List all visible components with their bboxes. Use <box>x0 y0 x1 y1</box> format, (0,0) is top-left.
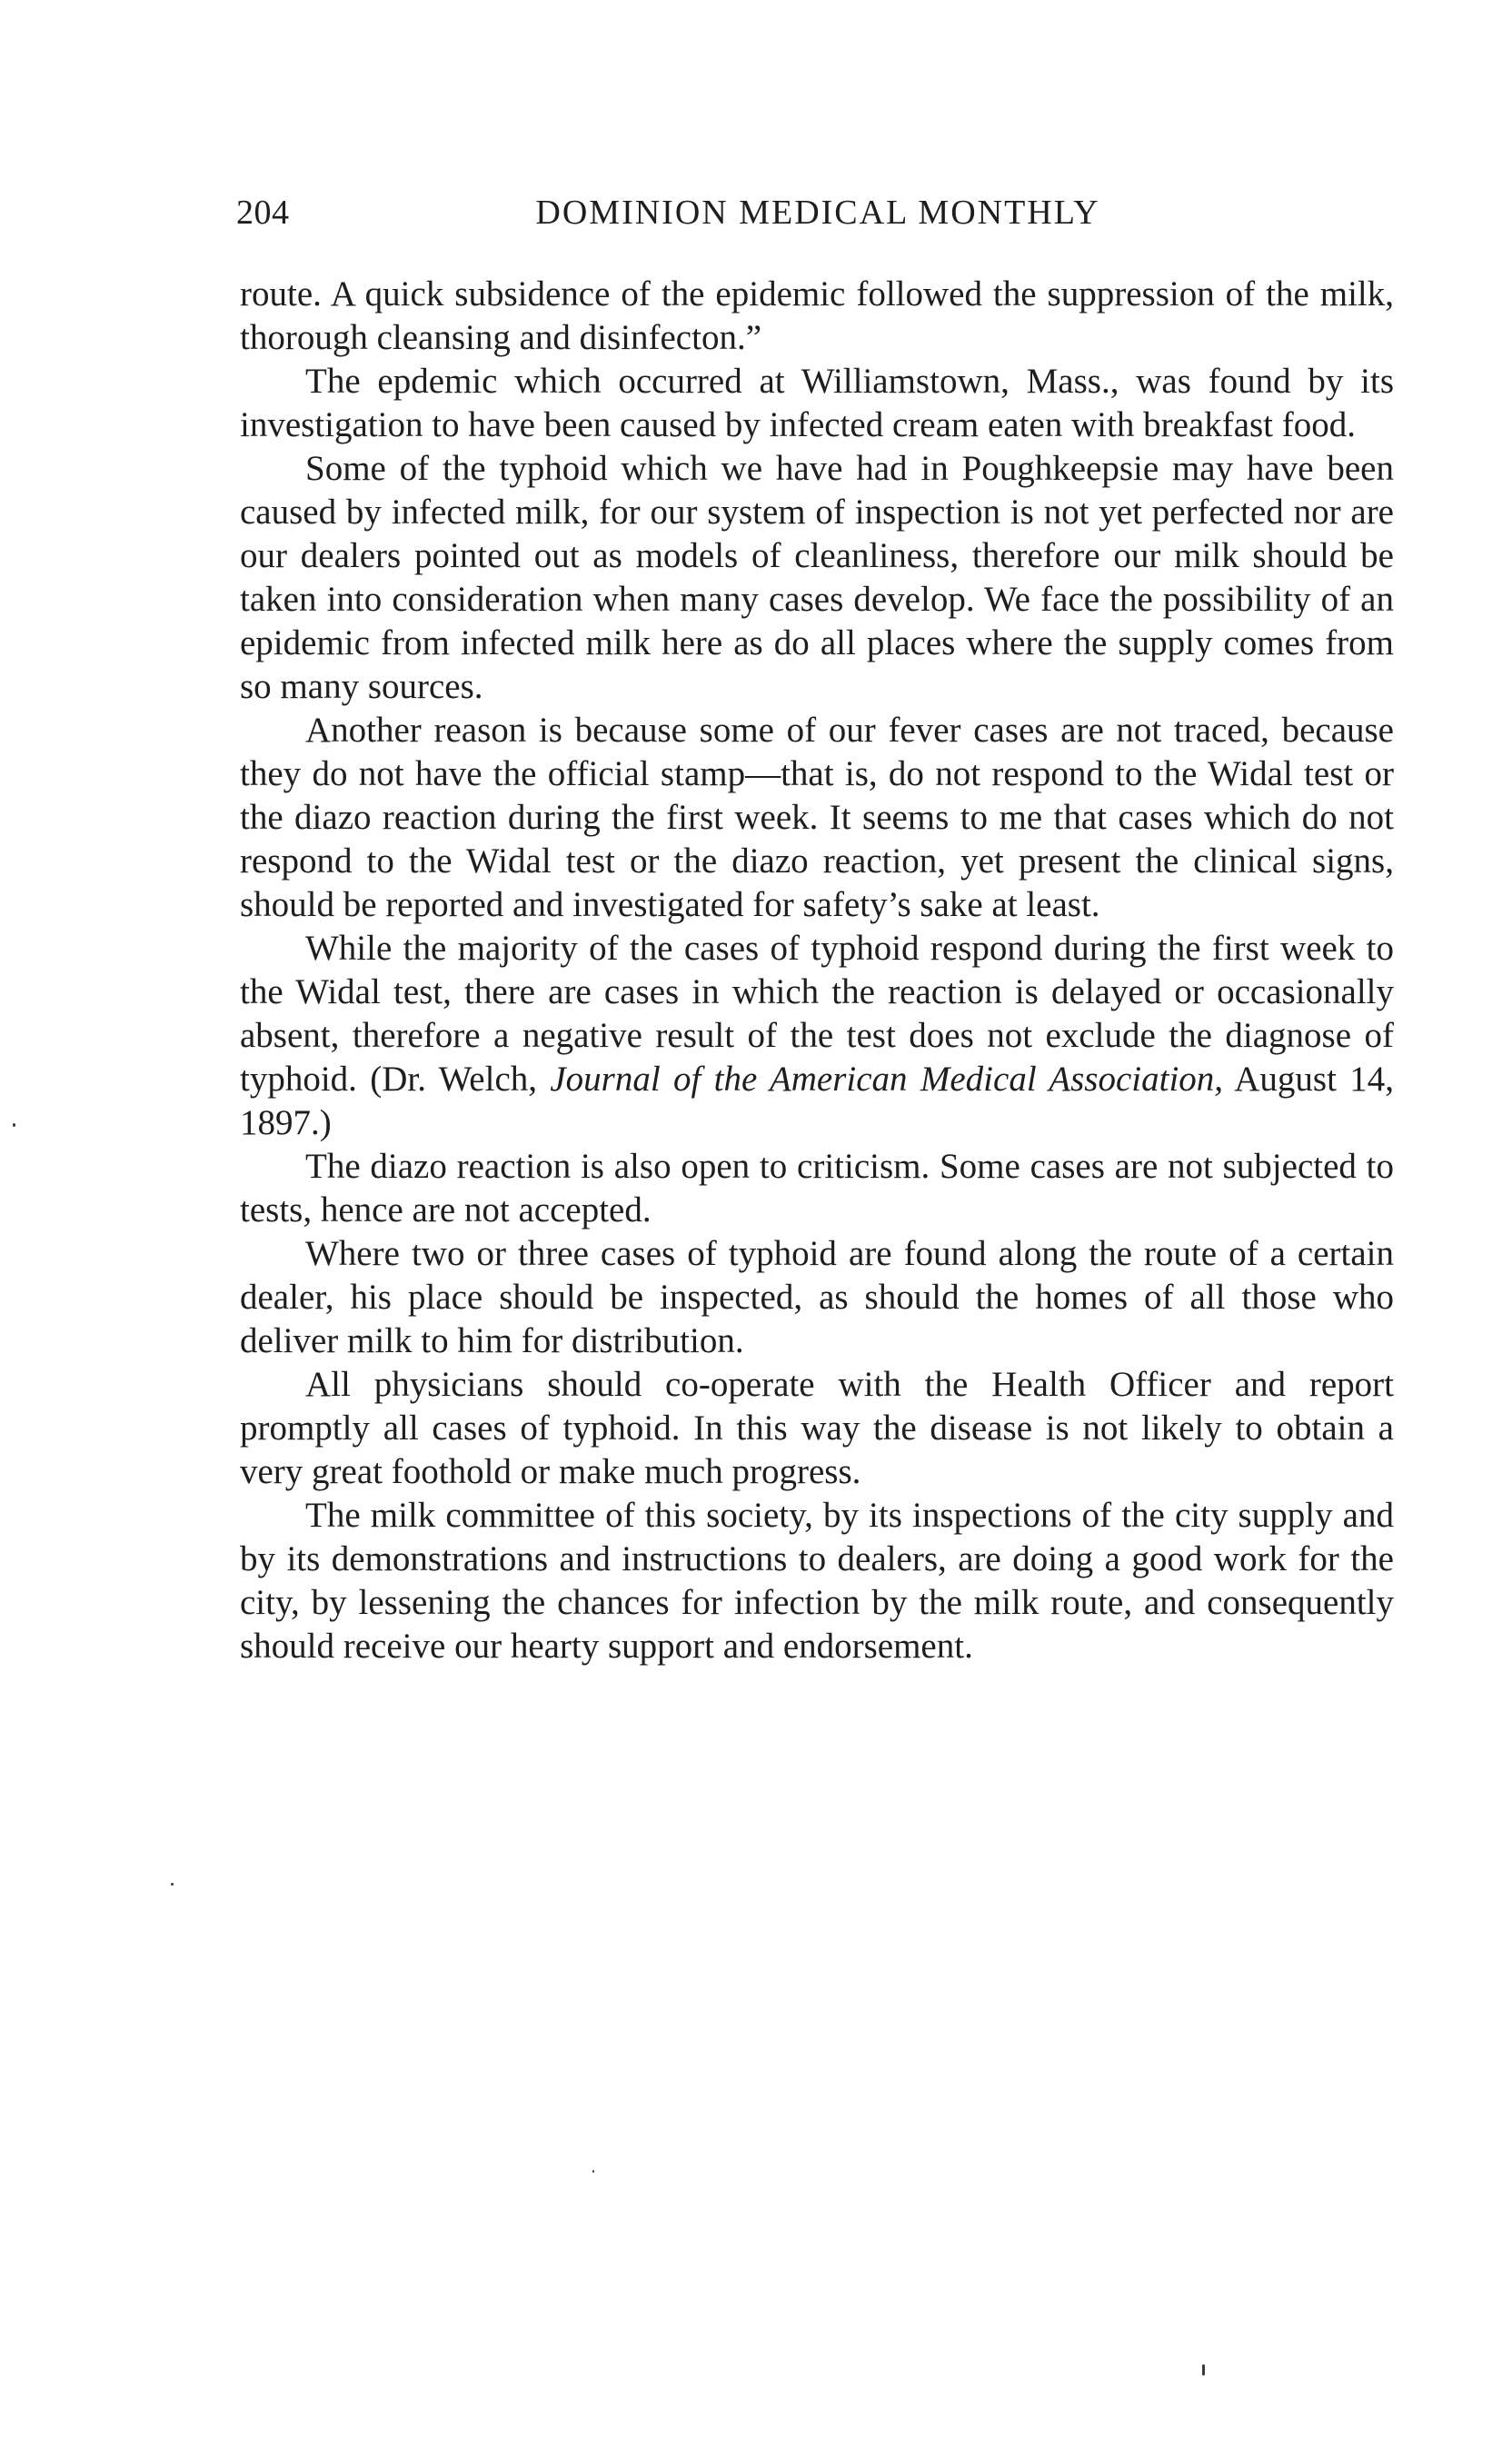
scan-speck <box>1202 2364 1205 2375</box>
journal-title: Journal of the American Medical Association, <box>550 1060 1224 1099</box>
paragraph: All physicians should co-operate with the Health Officer and report promptly all cases of typhoid. In this way the disease is not likely to obtain a very great foothold or make much progress. <box>240 1365 1394 1491</box>
paragraph <box>240 927 1394 1145</box>
paragraph: route. A quick subsidence of the epidemic followed the suppression of the milk, thorough cleansing and disinfecton.” <box>240 274 1394 357</box>
paragraph: Another reason is because some of our fever cases are not traced, because they do not have the official stamp—that is, do not respond to the Widal test or the diazo reaction during the first week. It seems to me that cases which do not respond to the Widal test or the diazo reaction, yet present the clinical signs, should be reported and investigated for safety’s sake at least. <box>240 711 1394 924</box>
paragraph-text: While the majority of the cases of typhoid respond during the first week to the Widal test, there are cases in which the reaction is delayed or occasionally absent, therefore a negative result of the test does not exclude the diagnose of typhoid. (Dr. Welch, <box>240 929 1394 1099</box>
paragraph-text: August 14, 1897.) <box>240 1060 1394 1142</box>
paragraph: The epdemic which occurred at Williamstown, Mass., was found by its investigation to have been caused by infected cream eaten with breakfast food. <box>240 362 1394 444</box>
scan-speck <box>592 2170 594 2173</box>
paragraph: Where two or three cases of typhoid are found along the route of a certain dealer, his place should be inspected, as should the homes of all those who deliver milk to him for distribution. <box>240 1234 1394 1360</box>
scan-speck <box>13 1123 15 1127</box>
running-head: DOMINION MEDICAL MONTHLY <box>535 194 1100 232</box>
scan-speck <box>171 1883 174 1886</box>
paragraph: The diazo reaction is also open to criticism. Some cases are not subjected to tests, hence are not accepted. <box>240 1147 1394 1229</box>
paragraph: The milk committee of this society, by its inspections of the city supply and by its demonstrations and instructions to dealers, are doing a good work for the city, by lessening the chances for infection by the milk route, and consequently should receive our hearty support and endorsement. <box>240 1496 1394 1666</box>
paragraph: Some of the typhoid which we have had in Poughkeepsie may have been caused by infected milk, for our system of inspection is not yet perfected nor are our dealers pointed out as models of cleanliness, therefore our milk should be taken into consideration when many cases develop. We face the possibility of an epidemic from infected milk here as do all places where the supply comes from so many sources. <box>240 449 1394 706</box>
page-number: 204 <box>236 194 290 232</box>
page-header <box>236 193 1399 247</box>
article-body <box>240 273 1394 1668</box>
